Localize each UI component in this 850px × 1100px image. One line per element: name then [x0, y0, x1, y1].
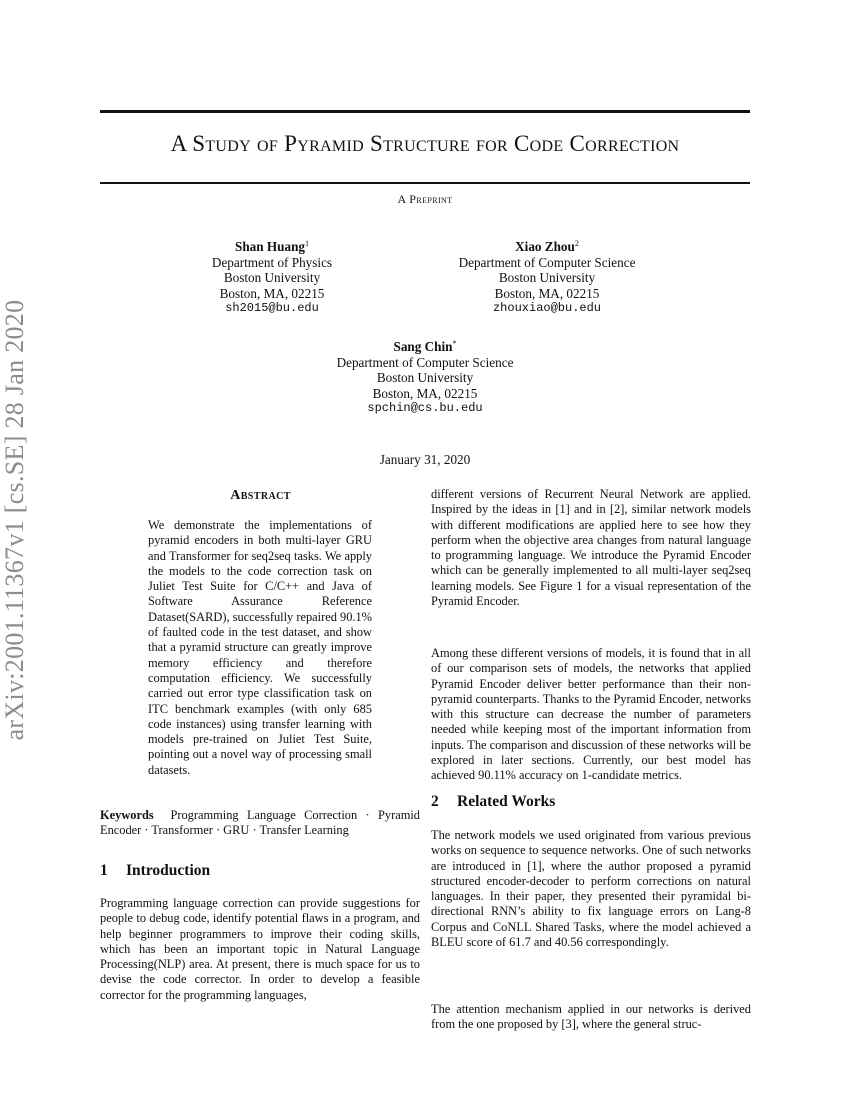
section-title: Introduction [126, 862, 211, 879]
intro-paragraph-continued: different versions of Recurrent Neural Network are applied. Inspired by the ideas in [1] and in [2], similar network models with different modifications are applied here to see how they perform when the objective area changes from natural language to programming language. We introduce the Pyramid Encoder which can be generally implemented to all multi-layer seq2seq learning models. See Figure 1 for a visual representation of the Pyramid Encoder. [431, 487, 751, 609]
author-department: Department of Computer Science [458, 254, 636, 270]
intro-paragraph: Programming language correction can provide suggestions for people to debug code, identify potential flaws in a program, and help beginner programmers to improve their coding skills, which has been an important topic in Natural Language Processing(NLP) area. At present, there is much space for us to devise the code corrector. In order to develop a feasible corrector for the programming languages, [100, 896, 420, 1002]
author-university: Boston University [376, 370, 474, 386]
preprint-label: A Preprint [397, 192, 453, 206]
arxiv-stamp: arXiv:2001.11367v1 [cs.SE] 28 Jan 2020 [0, 299, 29, 741]
author-email[interactable]: spchin@cs.bu.edu [367, 401, 483, 416]
paper-date: January 31, 2020 [379, 452, 471, 467]
section-heading-introduction [100, 862, 210, 880]
author-email[interactable]: zhouxiao@bu.edu [492, 301, 602, 316]
author-footnote-mark: 1 [305, 239, 309, 248]
keywords [100, 808, 420, 839]
author-name: Shan Huang$^1$ [234, 239, 309, 254]
section-heading-related-works [431, 793, 555, 811]
author-department: Department of Computer Science [336, 354, 514, 370]
author-department: Department of Physics [211, 254, 333, 270]
related-works-paragraph: The network models we used originated from various previous works on sequence to sequence networks. One of such networks are introduced in [1], where the author proposed a pyramid structured encoder-decoder to perform corrections on natural languages. In their paper, they presented their pyramidal bi-directional RNN’s ability to fix language errors on Lang-8 Corpus and CoNLL Shared Tasks, where the model achieved a BLEU score of 61.7 and 40.56 correspondingly. [431, 828, 751, 950]
author-address: Boston, MA, 02215 [372, 385, 478, 401]
keywords-text: Programming Language Correction · Pyramid Encoder · Transformer · GRU · Transfer Learning [100, 808, 420, 838]
author-address: Boston, MA, 02215 [494, 285, 600, 301]
section-number: 2 [431, 793, 439, 810]
section-number: 1 [100, 862, 108, 879]
related-works-paragraph: The attention mechanism applied in our networks is derived from the one proposed by [3], where the general struc- [431, 1002, 751, 1032]
author-email[interactable]: sh2015@bu.edu [225, 301, 319, 316]
author-name: Xiao Zhou$^2$ [515, 239, 579, 254]
intro-paragraph: Among these different versions of models, it is found that in all of our comparison sets of models, the networks that applied Pyramid Encoder deliver better performance than their non-pyramid counterparts. Thanks to the Pyramid Encoder, networks with this structure can decrease the number of parameters needed while keeping most of the important information from inputs. The comparison and discussion of these networks will be explored in later sections. Currently, our best model has achieved 90.11% accuracy on 1-candidate metrics. [431, 646, 751, 783]
keywords-label: Keywords [100, 808, 154, 822]
title-top-rule [100, 110, 750, 113]
abstract-text: We demonstrate the implementations of pyramid encoders in both multi-layer GRU and Transformer for seq2seq tasks. We apply the models to the code correction task on Juliet Test Suite for C/C++ and Java of Software Assurance Reference Dataset(SARD), successfully repaired 90.1% of faulted code in the test dataset, and show that a pyramid structure can greatly improve memory efficiency and therefore computation efficiency. We successfully carried out error type classification task on ITC benchmark examples (with only 685 code instances) using transfer learning with models pre-trained on Juliet Test Suite, pointing out a novel way of processing small datasets. [148, 518, 372, 777]
author-block [172, 236, 372, 317]
author-block [305, 336, 545, 417]
section-title: Related Works [457, 793, 556, 810]
author-footnote-mark: 2 [574, 239, 579, 248]
author-university: Boston University [498, 270, 596, 286]
author-university: Boston University [223, 270, 321, 286]
title-bottom-rule [100, 182, 750, 184]
author-name: Sang Chin* [393, 339, 457, 354]
paper-title: A Study of Pyramid Structure for Code Correction [170, 131, 680, 156]
author-address: Boston, MA, 02215 [219, 285, 325, 301]
abstract-heading: Abstract [230, 488, 291, 503]
author-footnote-mark: * [452, 339, 457, 348]
author-block [427, 236, 667, 317]
